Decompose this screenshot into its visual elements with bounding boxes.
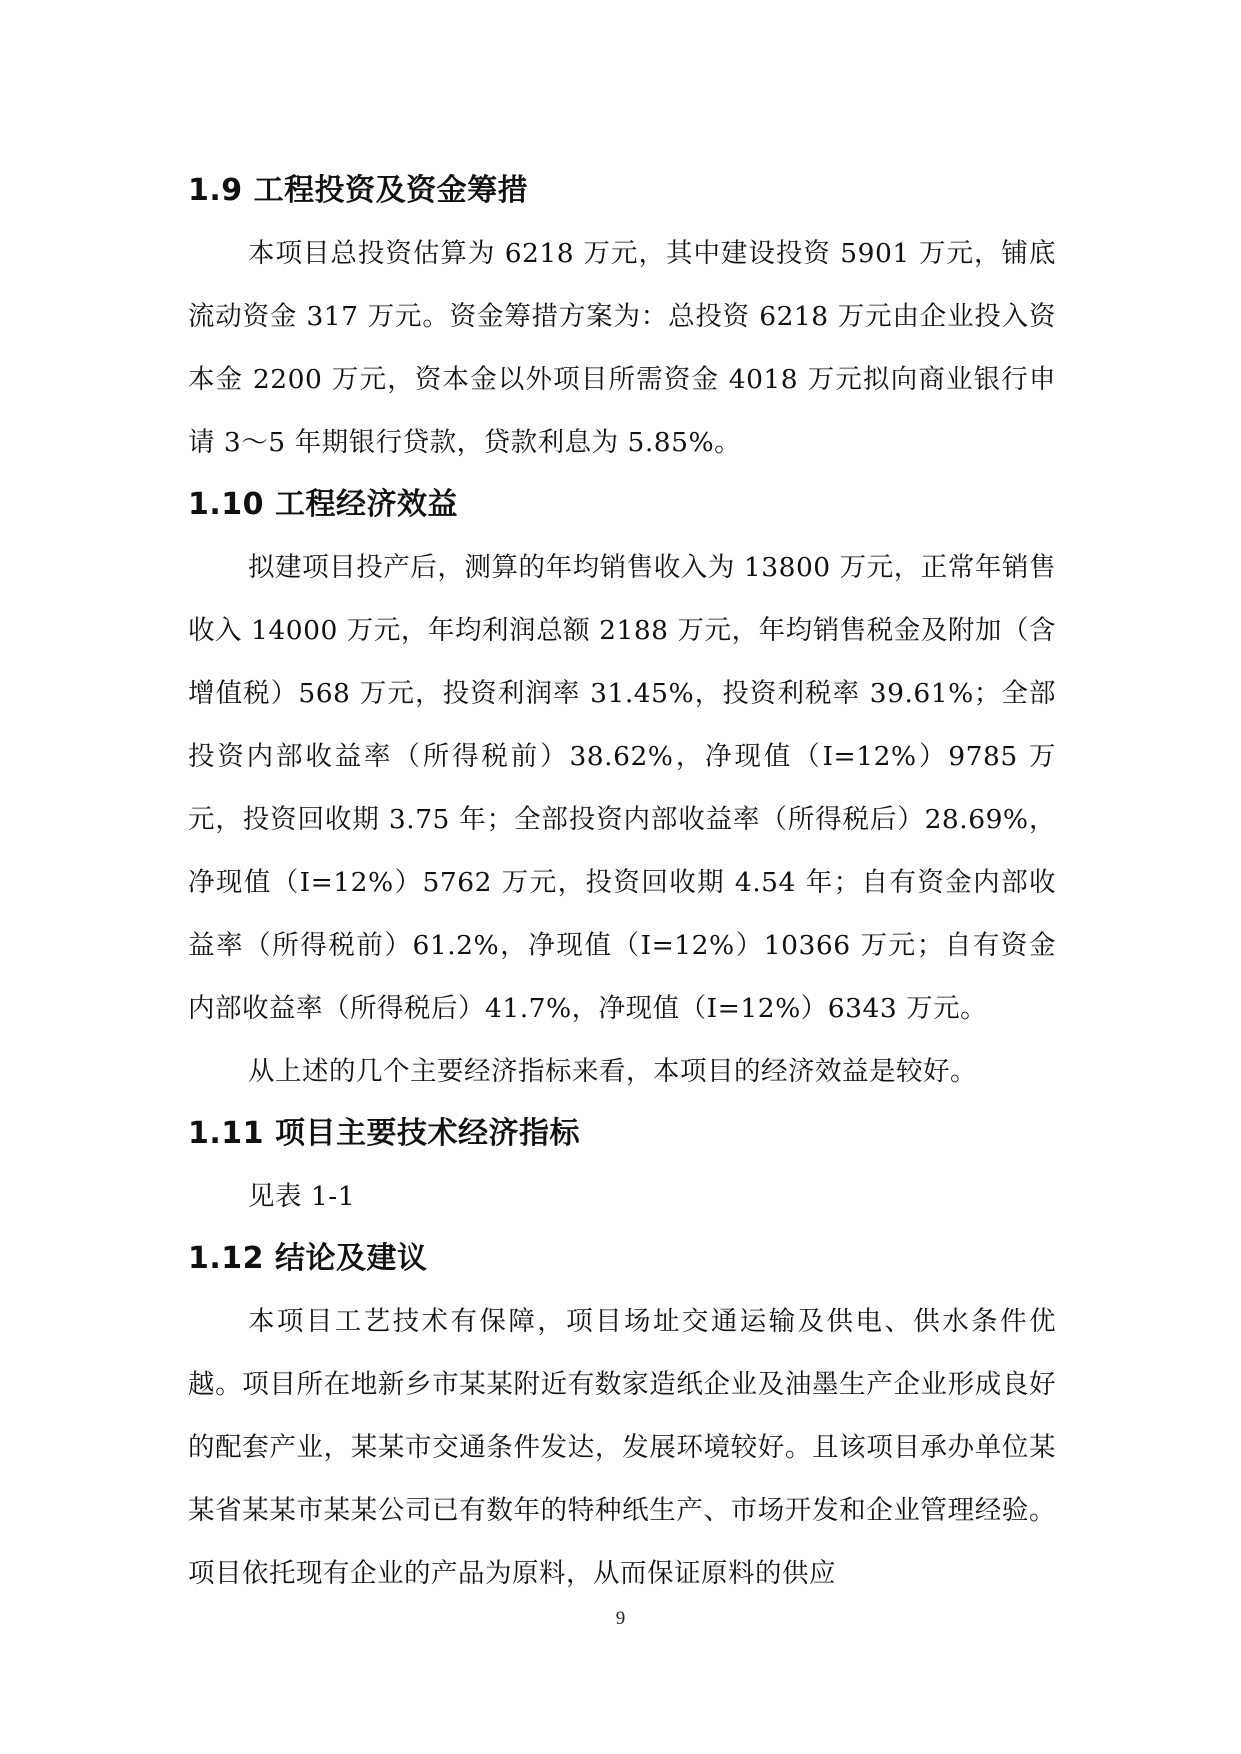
section-heading-1-10: 1.10 工程经济效益 [188,487,458,522]
paragraph-see-table: 见表 1-1 [248,1181,356,1212]
page-content [188,160,1056,1605]
paragraph-economic-conclusion: 从上述的几个主要经济指标来看，本项目的经济效益是较好。 [248,1056,977,1087]
section-heading-1-9: 1.9 工程投资及资金筹措 [188,173,529,208]
paragraph-investment: 本项目总投资估算为 6218 万元，其中建设投资 5901 万元，铺底流动资金 317 万元。资金筹措方案为：总投资 6218 万元由企业投入资本金 2200 万元，资本金以外项目所需资金 4018 万元拟向商业银行申请 3～5 年期银行贷款，贷款利息为 5.85%。 [188,238,1056,458]
section-heading-1-11: 1.11 项目主要技术经济指标 [188,1116,580,1151]
section-heading-1-12: 1.12 结论及建议 [188,1241,428,1276]
paragraph-economic-benefit: 拟建项目投产后，测算的年均销售收入为 13800 万元，正常年销售收入 14000 万元，年均利润总额 2188 万元，年均销售税金及附加（含增值税）568 万元，投资利润率 31.45%，投资利税率 39.61%；全部投资内部收益率（所得税前）38.62%，净现值（I=12%）9785 万元，投资回收期 3.75 年；全部投资内部收益率（所得税后）28.69%，净现值（I=12%）5762 万元，投资回收期 4.54 年；自有资金内部收益率（所得税前）61.2%，净现值（I=12%）10366 万元；自有资金内部收益率（所得税后）41.7%，净现值（I=12%）6343 万元。 [188,552,1056,1024]
page-number: 9 [615,1608,626,1629]
paragraph-conclusion: 本项目工艺技术有保障，项目场址交通运输及供电、供水条件优越。项目所在地新乡市某某附近有数家造纸企业及油墨生产企业形成良好的配套产业，某某市交通条件发达，发展环境较好。且该项目承办单位某某省某某市某某公司已有数年的特种纸生产、市场开发和企业管理经验。项目依托现有企业的产品为原料，从而保证原料的供应 [188,1306,1056,1589]
